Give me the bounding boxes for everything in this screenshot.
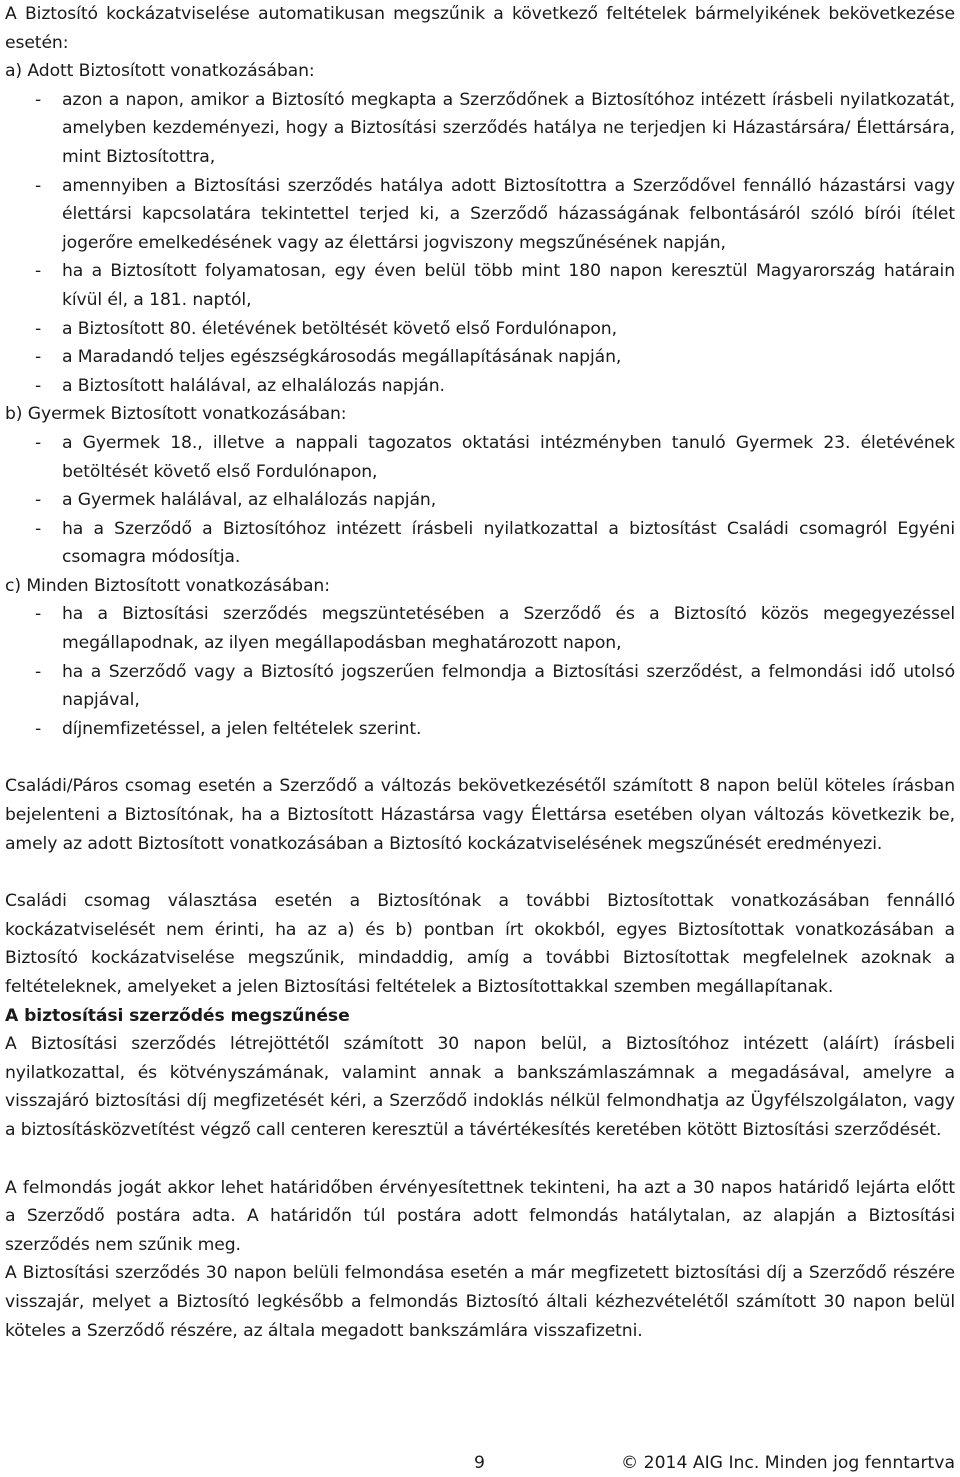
paragraph-withdrawal: A Biztosítási szerződés létrejöttétől számított 30 napon belül, a Biztosítóhoz intézett (aláírt) írásbeli nyilatkozattal, és kötvényszámának, valamint annak a bankszámlaszámnak a megadásával, amelyre a visszajáró biztosítási díj megfizetését kéri, a Szerződő indoklás nélkül felmondhatja az Ügyfélszolgálaton, vagy a biztosításközvetítést végző call centeren keresztül a távértékesítés keretében kötött Biztosítási szerződését. [5, 1034, 955, 1140]
dash-bullet: - [35, 432, 42, 453]
dash-bullet: - [35, 89, 42, 110]
list-item [5, 315, 955, 344]
list-item-text: a Biztosított 80. életévének betöltését követő első Fordulónapon, [62, 318, 617, 339]
list-item [5, 429, 955, 486]
list-item-text: a Gyermek 18., illetve a nappali tagozatos oktatási intézményben tanuló Gyermek 23. életévének betöltését követő első Fordulónapon, [62, 432, 955, 482]
list-item [5, 86, 955, 172]
dash-bullet: - [35, 518, 42, 539]
section-b-title: b) Gyermek Biztosított vonatkozásában: [5, 404, 347, 425]
list-item-text: ha a Szerződő a Biztosítóhoz intézett írásbeli nyilatkozattal a biztosítást Családi csomagról Egyéni csomagra módosítja. [62, 518, 955, 568]
list-item-text: ha a Biztosított folyamatosan, egy éven belül több mint 180 napon keresztül Magyarország határain kívül él, a 181. naptól, [62, 261, 955, 310]
dash-bullet: - [35, 261, 42, 282]
list-item [5, 172, 955, 258]
paragraph-deadline: A felmondás jogát akkor lehet határidőben érvényesítettnek tekinteni, ha azt a 30 napos határidő lejárta előtt a Szerződő postára adta. A határidőn túl postára adott felmondás hatálytalan, az alapján a Biztosítási szerződés nem szűnik meg. [5, 1177, 955, 1255]
list-item [5, 257, 955, 314]
document-body [5, 0, 955, 1345]
list-item-text: a Maradandó teljes egészségkárosodás megállapításának napján, [62, 347, 622, 368]
list-item [5, 715, 955, 744]
dash-bullet: - [35, 490, 42, 511]
list-item [5, 343, 955, 372]
intro-paragraph: A Biztosító kockázatviselése automatikusan megszűnik a következő feltételek bármelyikének bekövetkezése esetén: [5, 4, 955, 53]
list-item-text: díjnemfizetéssel, a jelen feltételek szerint. [62, 718, 422, 739]
list-item-text: ha a Biztosítási szerződés megszüntetésében a Szerződő és a Biztosító közös megegyezéssel megállapodnak, az ilyen megállapodásban meghatározott napon, [62, 604, 955, 654]
list-item-text: azon a napon, amikor a Biztosító megkapta a Szerződőnek a Biztosítóhoz intézett írásbeli nyilatkozatát, amelyben kezdeményezi, hogy a Biztosítási szerződés hatálya ne terjedjen ki Házastársára/ Élettársára, mint Biztosítottra, [62, 89, 955, 167]
paragraph-refund: A Biztosítási szerződés 30 napon belüli felmondása esetén a már megfizetett biztosítási díj a Szerződő részére visszajár, melyet a Biztosító legkésőbb a felmondás Biztosító általi kézhezvételétől számított 30 napon belül köteles a Szerződő részére, az általa megadott bankszámlára visszafizetni. [5, 1263, 955, 1341]
list-item-text: a Biztosított halálával, az elhalálozás napján. [62, 375, 445, 396]
section-a-title: a) Adott Biztosított vonatkozásában: [5, 61, 315, 82]
list-item [5, 372, 955, 401]
list-item-text: a Gyermek halálával, az elhalálozás napján, [62, 490, 437, 511]
list-item [5, 600, 955, 657]
dash-bullet: - [35, 318, 42, 339]
list-item-text: amennyiben a Biztosítási szerződés hatálya adott Biztosítottra a Szerződővel fennálló házastársi vagy élettársi kapcsolatára tekintettel terjed ki, a Szerződő házasságának felbontásáról szóló bírói ítélet jogerőre emelkedésének vagy az élettársi jogviszony megszűnésének napján, [62, 175, 955, 253]
dash-bullet: - [35, 347, 42, 368]
list-item [5, 486, 955, 515]
list-item [5, 515, 955, 572]
dash-bullet: - [35, 718, 42, 739]
dash-bullet: - [35, 375, 42, 396]
page-number: 9 [474, 1453, 485, 1473]
list-item-text: ha a Szerződő vagy a Biztosító jogszerűen felmondja a Biztosítási szerződést, a felmondási idő utolsó napjával, [62, 661, 955, 711]
section-c-title: c) Minden Biztosított vonatkozásában: [5, 575, 330, 596]
dash-bullet: - [35, 661, 42, 682]
dash-bullet: - [35, 175, 42, 196]
page-footer [0, 1450, 960, 1477]
paragraph-family-package: Családi csomag választása esetén a Biztosítónak a további Biztosítottak vonatkozásában fennálló kockázatviselését nem érinti, ha az a) és b) pontban írt okokból, egyes Biztosítottak vonatkozásában a Biztosító kockázatviselése megszűnik, mindaddig, amíg a további Biztosítottak megfelelnek azoknak a feltételeknek, amelyeket a jelen Biztosítási feltételek a Biztosítottakkal szemben megállapítanak. [5, 891, 955, 997]
list-item [5, 658, 955, 715]
copyright-notice: © 2014 AIG Inc. Minden jog fenntartva [621, 1453, 955, 1473]
paragraph-couple-package: Családi/Páros csomag esetén a Szerződő a változás bekövetkezésétől számított 8 napon belül köteles írásban bejelenteni a Biztosítónak, ha a Biztosított Házastársa vagy Élettársa esetében olyan változás következik be, amely az adott Biztosított vonatkozásában a Biztosító kockázatviselésének megszűnését eredményezi. [5, 776, 955, 854]
section-heading: A biztosítási szerződés megszűnése [5, 1005, 350, 1026]
dash-bullet: - [35, 604, 42, 625]
